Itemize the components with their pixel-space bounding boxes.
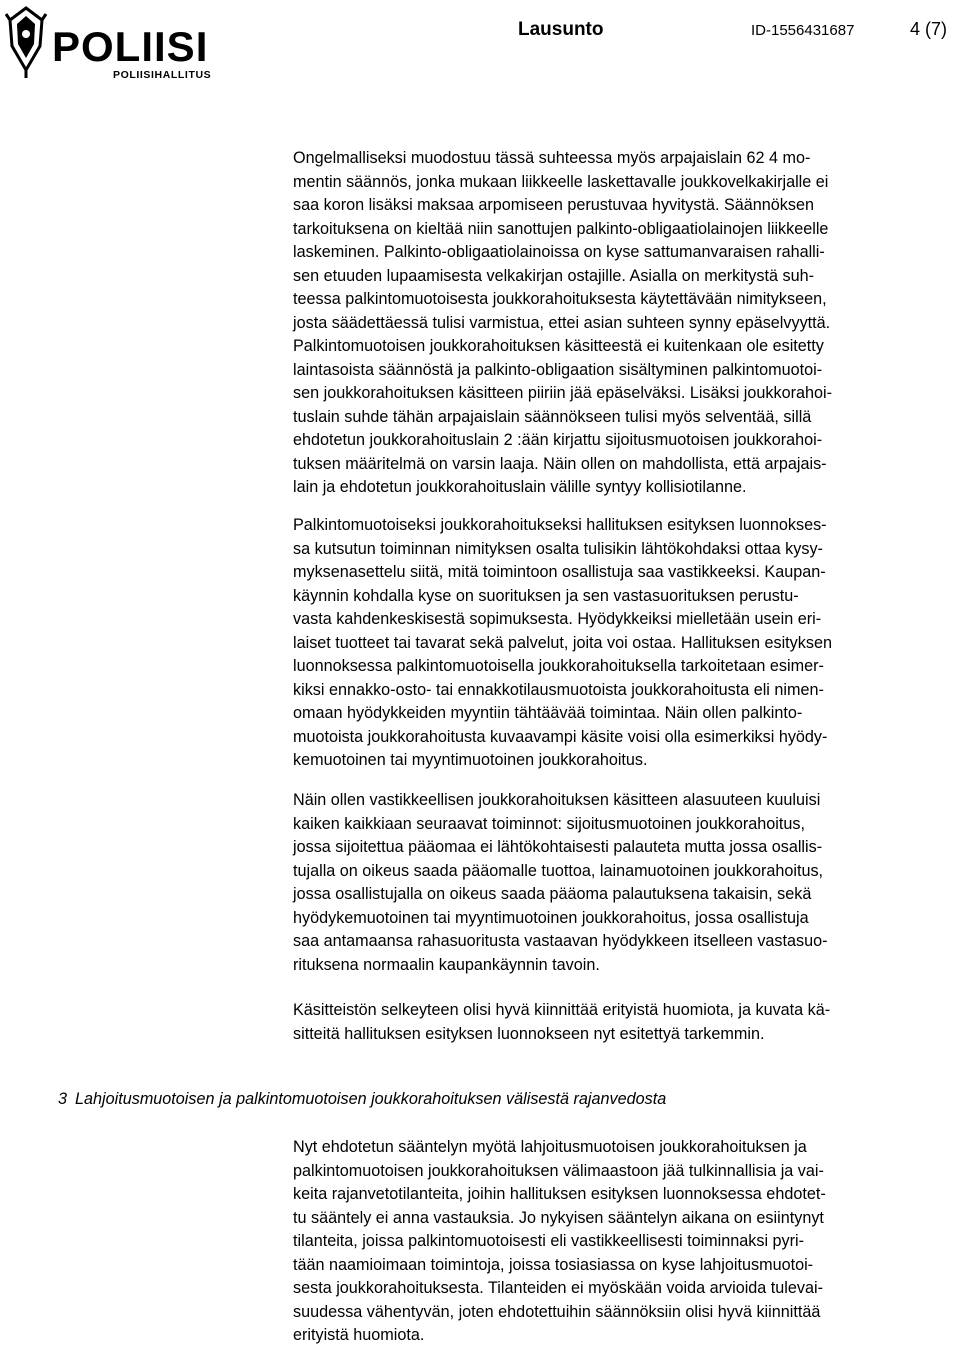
text-line: keita rajanvetotilanteita, joihin hallituksen esityksen luonnoksessa ehdotet- <box>293 1185 826 1203</box>
text-line: sesta joukkorahoituksesta. Tilanteiden ei myöskään voida arvioida tulevai- <box>293 1279 823 1297</box>
paragraph-2 <box>293 514 960 773</box>
text-line: tujalla on oikeus saada pääomalle tuottoa, lainamuotoinen joukkorahoitus, <box>293 861 824 880</box>
logo-text: POLIISI <box>52 23 209 70</box>
document-type: Lausunto <box>518 19 604 40</box>
text-line: josta säädettäessä tulisi varmistua, ettei asian suhteen synny epäselvyyttä. <box>293 313 831 332</box>
text-line: Nyt ehdotetun sääntelyn myötä lahjoitusmuotoisen joukkorahoituksen ja <box>293 1138 807 1156</box>
text-line: laskeminen. Palkinto-obligaatiolainoissa on kyse sattumanvaraisen rahalli- <box>293 243 825 261</box>
text-line: Näin ollen vastikkeellisen joukkorahoituksen käsitteen alasuuteen kuuluisi <box>293 791 821 809</box>
text-line: sitteitä hallituksen esityksen luonnokseen nyt esitettyä tarkemmin. <box>293 1024 765 1043</box>
paragraph-3 <box>293 789 960 977</box>
text-line: laiset tuotteet tai tavarat sekä palvelut, joita voi ostaa. Hallituksen esityksen <box>293 633 832 652</box>
text-line: kaiken kaikkiaan seuraavat toiminnot: sijoitusmuotoinen joukkorahoitus, <box>293 814 805 833</box>
text-line: myksenasettelu siitä, mitä toimintoon osallistuja saa vastikkeeksi. Kaupan- <box>293 563 826 581</box>
text-line: Ongelmalliseksi muodostuu tässä suhteessa myös arpajaislain 62 4 mo- <box>293 149 811 167</box>
text-line: palkintomuotoisen joukkorahoituksen välimaastoon jää tulkinnallisia ja vai- <box>293 1161 824 1180</box>
text-line: erityistä huomiota. <box>293 1326 425 1344</box>
text-line: suudessa vähentyvän, joten ehdotettuihin säännöksiin olisi hyvä kiinnittää <box>293 1302 821 1321</box>
page-header <box>0 0 960 100</box>
text-line: laintasoista säännöstä ja palkinto-obligaation sisältyminen palkintomuotoi- <box>293 360 823 379</box>
text-line: sen etuuden lupaamisesta velkakirjan ostajille. Asialla on merkitystä suh- <box>293 266 814 285</box>
text-line: sen joukkorahoituksen käsitteen piiriin jää epäselväksi. Lisäksi joukkorahoi- <box>293 384 832 402</box>
document-id: ID-1556431687 <box>751 22 855 39</box>
police-emblem-icon <box>4 6 48 80</box>
text-line: Palkintomuotoiseksi joukkorahoitukseksi hallituksen esityksen luonnokses- <box>293 516 827 534</box>
text-line: käynnin kohdalla kyse on suorituksen ja sen vastasuorituksen perustu- <box>293 586 799 605</box>
text-line: teessa palkintomuotoisesta joukkorahoituksesta käytettävään nimitykseen, <box>293 290 827 308</box>
paragraph-1 <box>293 147 960 500</box>
section-paragraph <box>293 1136 960 1348</box>
text-line: rituksena normaalin kaupankäynnin tavoin. <box>293 955 600 974</box>
text-line: ehdotetun joukkorahoituslain 2 :ään kirjattu sijoitusmuotoisen joukkorahoi- <box>293 431 823 449</box>
text-line: tuksen määritelmä on varsin laaja. Näin ollen on mahdollista, että arpajais- <box>293 454 827 473</box>
section-number: 3 <box>58 1090 68 1108</box>
text-line: tu sääntely ei anna vastauksia. Jo nykyisen sääntelyn aikana on esiintynyt <box>293 1208 824 1227</box>
paragraph-4 <box>293 999 960 1046</box>
page-number: 4 (7) <box>910 19 948 39</box>
text-line: saa antamaansa rahasuoritusta vastaavan hyödykkeen itselleen vastasuo- <box>293 932 828 950</box>
section-title: Lahjoitusmuotoisen ja palkintomuotoisen joukkorahoituksen välisestä rajanvedosta <box>75 1090 667 1108</box>
text-line: kiksi ennakko-osto- tai ennakkotilausmuotoista joukkorahoitusta eli nimen- <box>293 680 824 699</box>
text-line: kemuotoinen tai myyntimuotoinen joukkorahoitus. <box>293 751 648 769</box>
text-line: tään naamioimaan toimintoja, joissa tosiasiassa on kyse lahjoitusmuotoi- <box>293 1255 814 1274</box>
text-line: saa koron lisäksi maksaa arpomiseen perustuvaa hyvitystä. Säännöksen <box>293 196 814 214</box>
logo-subtext: POLIISIHALLITUS <box>113 69 212 81</box>
text-line: tuslain suhde tähän arpajaislain säännökseen tulisi myös selventää, sillä <box>293 407 812 426</box>
text-line: vasta kahdenkeskisestä sopimuksesta. Hyödykkeiksi mielletään usein eri- <box>293 610 822 628</box>
text-line: tilanteita, joissa palkintomuotoisesti eli vastikkeellisesti toiminnaksi pyri- <box>293 1232 805 1250</box>
poliisi-logo <box>4 6 214 80</box>
text-line: omaan hyödykkeiden myyntiin tähtäävää toimintaa. Näin ollen palkinto- <box>293 704 803 722</box>
text-line: Palkintomuotoisen joukkorahoituksen käsitteestä ei kuitenkaan ole esitetty <box>293 337 824 355</box>
text-line: jossa osallistujalla on oikeus saada pääoma palautuksena takaisin, sekä <box>293 885 812 903</box>
text-line: jossa sijoitettua pääomaa ei lähtökohtaisesti palauteta mutta jossa osallis- <box>293 838 823 856</box>
section-heading <box>58 1090 666 1109</box>
text-line: lain ja ehdotetun joukkorahoituslain välille syntyy kollisiotilanne. <box>293 478 747 496</box>
text-line: mentin säännös, jonka mukaan liikkeelle laskettavalle joukkovelkakirjalle ei <box>293 172 829 191</box>
text-line: luonnoksessa palkintomuotoisella joukkorahoituksella tarkoitetaan esimer- <box>293 657 824 675</box>
text-line: hyödykemuotoinen tai myyntimuotoinen joukkorahoitus, jossa osallistuja <box>293 908 809 927</box>
text-line: sa kutsutun toiminnan nimityksen osalta tulisikin lähtökohdaksi ottaa kysy- <box>293 539 823 558</box>
text-line: muotoista joukkorahoitusta kuvaavampi käsite voisi olla esimerkiksi hyödy- <box>293 727 828 746</box>
text-line: Käsitteistön selkeyteen olisi hyvä kiinnittää erityistä huomiota, ja kuvata kä- <box>293 1001 831 1019</box>
text-line: tarkoituksena on kieltää niin sanottujen palkinto-obligaatiolainojen liikkeelle <box>293 219 829 238</box>
